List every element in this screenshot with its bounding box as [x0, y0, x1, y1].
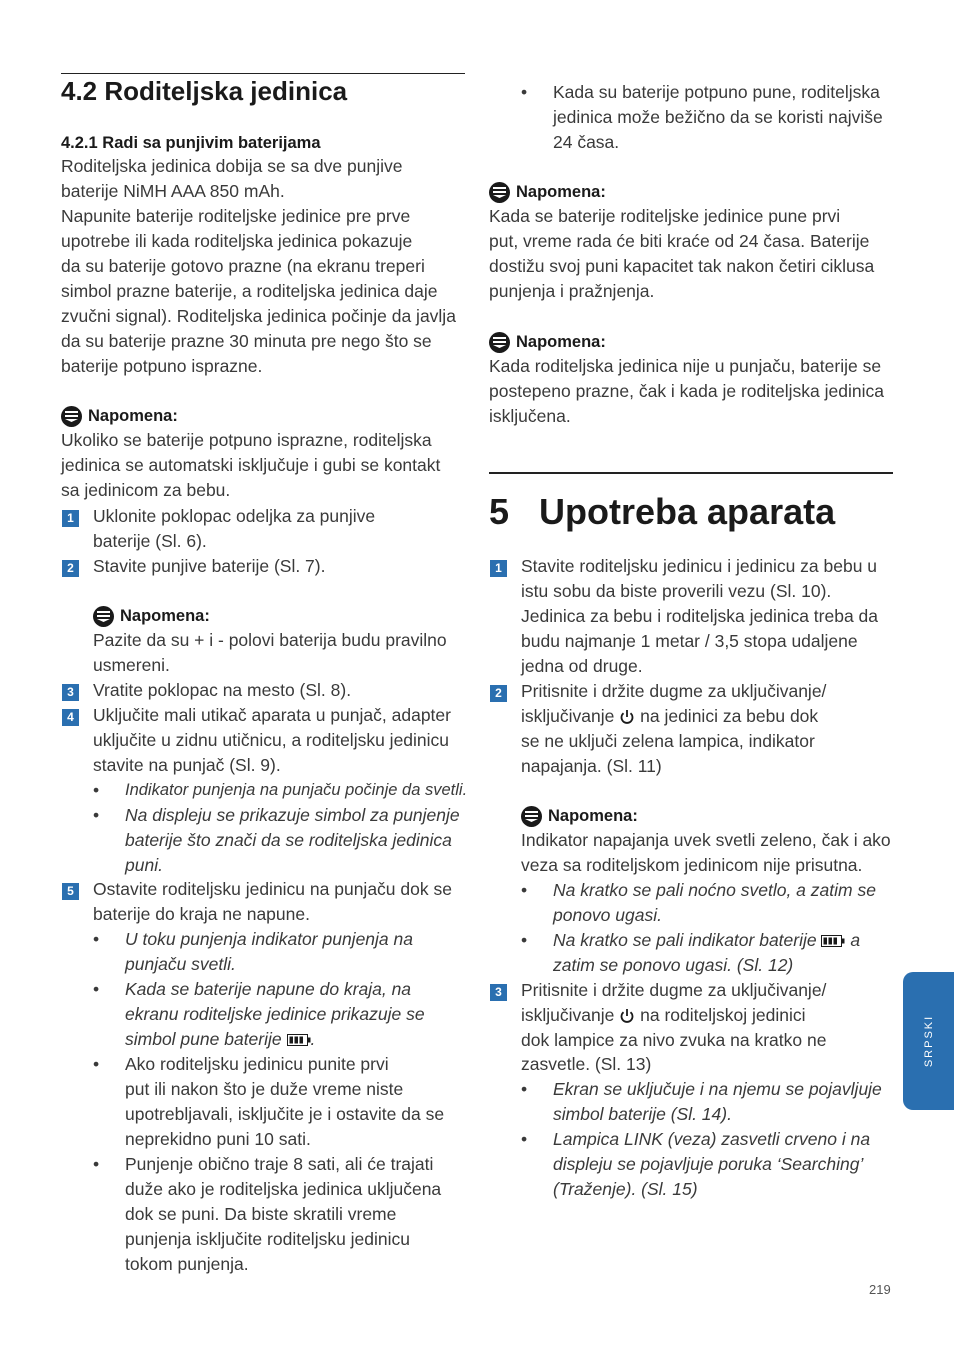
bullet-text: dok se puni. Da biste skratili vreme [125, 1204, 397, 1224]
step-number: 4 [62, 709, 79, 726]
step-text: Stavite punjive baterije (Sl. 7). [93, 556, 326, 576]
bullet-text: baterije što znači da se roditeljska jedinica [125, 830, 452, 850]
bullet-text: simbol baterije (Sl. 14). [553, 1104, 732, 1124]
intro-line: Roditeljska jedinica dobija se sa dve punjive [61, 156, 403, 176]
bullet-text: displeju se pojavljuje poruka ‘Searching’ [553, 1154, 864, 1174]
bullet-text: Na kratko se pali noćno svetlo, a zatim se [553, 880, 876, 900]
bullet: • [93, 929, 100, 949]
step-text: Uključite mali utikač aparata u punjač, adapter [93, 705, 451, 725]
bullet: • [521, 880, 528, 900]
note-label: Napomena: [548, 807, 638, 825]
bullet-text: Kada su baterije potpuno pune, roditeljska [553, 82, 880, 102]
note-line: dostižu svoj puni kapacitet tak nakon četiri ciklusa [489, 256, 875, 276]
note-line: isključena. [489, 406, 571, 426]
bullet-text: jedinica može bežično da se koristi najviše [553, 107, 883, 127]
bullet-text: (Traženje). (Sl. 15) [553, 1179, 698, 1199]
bullet-text: Na kratko se pali indikator baterije [553, 930, 817, 950]
note-heading [521, 805, 638, 827]
note-heading [61, 405, 178, 427]
bullet-text: Lampica LINK (veza) zasvetli crveno i na [553, 1129, 871, 1149]
bullet-text: simbol pune baterije [125, 1029, 282, 1049]
step-text: se ne uključi zelena lampica, indikator [521, 731, 815, 751]
bullet-text: ponovo ugasi. [553, 905, 662, 925]
note-icon [521, 806, 542, 827]
intro-line: baterije potpuno isprazne. [61, 356, 263, 376]
bullet: • [93, 979, 100, 999]
bullet: • [93, 780, 100, 800]
step-number: 1 [490, 560, 507, 577]
intro-line: zvučni signal). Roditeljska jedinica počinje da javlja [61, 306, 456, 326]
step-text: budu najmanje 1 metar / 3,5 stopa udaljene [521, 631, 858, 651]
note-line: usmereni. [93, 655, 170, 675]
bullet: • [521, 82, 528, 102]
step-text: zasvetle. (Sl. 13) [521, 1054, 652, 1074]
bullet: • [93, 1154, 100, 1174]
bullet-text: Ako roditeljsku jedinicu punite prvi [125, 1054, 389, 1074]
step-text: isključivanje [521, 706, 615, 726]
step-text: na roditeljskoj jedinici [640, 1005, 806, 1025]
note-line: punjenja i pražnjenja. [489, 281, 655, 301]
note-icon [489, 182, 510, 203]
intro-line: da su baterije prazne 30 minuta pre nego što se [61, 331, 432, 351]
note-line: sa jedinicom za bebu. [61, 480, 231, 500]
step-number: 2 [490, 685, 507, 702]
note-line: jedinica se automatski isključuje i gubi se kontakt [61, 455, 441, 475]
bullet-text: Kada se baterije napune do kraja, na [125, 979, 412, 999]
note-label: Napomena: [516, 333, 606, 351]
note-icon [61, 406, 82, 427]
note-label: Napomena: [516, 183, 606, 201]
section-title: 4.2 Roditeljska jedinica [61, 76, 348, 106]
note-heading [489, 331, 606, 353]
note-heading [489, 181, 606, 203]
language-tab-label: SRPSKI [922, 1014, 935, 1068]
step-text: jedna od druge. [521, 656, 643, 676]
bullet-text: puni. [125, 855, 163, 875]
step-text: istu sobu da biste proverili vezu (Sl. 10). [521, 581, 832, 601]
note-line: put, vreme rada će biti kraće od 24 časa. Baterije [489, 231, 870, 251]
intro-line: Napunite baterije roditeljske jedinice pre prve [61, 206, 411, 226]
bullet-text: Indikator punjenja na punjaču počinje da svetli. [125, 781, 468, 799]
power-icon [619, 709, 635, 725]
bullet-text: duže ako je roditeljska jedinica uključena [125, 1179, 442, 1199]
note-label: Napomena: [120, 607, 210, 625]
chapter-top-rule [489, 472, 893, 474]
step-text-with-icon [521, 704, 818, 729]
step-text: na jedinici za bebu dok [640, 706, 819, 726]
step-text: stavite na punjač (Sl. 9). [93, 755, 281, 775]
step-text: Vratite poklopac na mesto (Sl. 8). [93, 680, 352, 700]
subsection-title: 4.2.1 Radi sa punjivim baterijama [61, 134, 321, 152]
bullet-text: Na displeju se prikazuje simbol za punjenje [125, 805, 460, 825]
note-line: Pazite da su + i - polovi baterija budu pravilno [93, 630, 447, 650]
bullet-text: Punjenje obično traje 8 sati, ali će trajati [125, 1154, 434, 1174]
bullet-text-with-icon [553, 928, 860, 953]
step-number: 3 [62, 684, 79, 701]
step-text: Pritisnite i držite dugme za uključivanje/ [521, 980, 827, 1000]
note-icon [489, 332, 510, 353]
step-text: Pritisnite i držite dugme za uključivanje/ [521, 681, 827, 701]
bullet-text: zatim se ponovo ugasi. (Sl. 12) [553, 955, 794, 975]
step-text-with-icon [521, 1003, 806, 1028]
bullet-text: punjenja isključite roditeljsku jedinicu [125, 1229, 411, 1249]
language-tab [903, 972, 954, 1110]
bullet: • [521, 930, 528, 950]
step-text: Uklonite poklopac odeljka za punjive [93, 506, 376, 526]
bullet-text: punjaču svetli. [125, 954, 236, 974]
intro-line: upotrebe ili kada roditeljska jedinica pokazuje [61, 231, 413, 251]
note-line: veza sa roditeljskom jedinicom nije prisutna. [521, 855, 863, 875]
step-text: Stavite roditeljsku jedinicu i jedinicu za bebu u [521, 556, 878, 576]
note-line: Indikator napajanja uvek svetli zeleno, čak i ako [521, 830, 891, 850]
battery-icon [821, 935, 845, 947]
bullet-text: Ekran se uključuje i na njemu se pojavljuje [553, 1079, 882, 1099]
page-number: 219 [869, 1282, 891, 1297]
note-label: Napomena: [88, 407, 178, 425]
intro-line: baterije NiMH AAA 850 mAh. [61, 181, 285, 201]
intro-line: simbol prazne baterije, a roditeljska jedinica daje [61, 281, 438, 301]
bullet: • [93, 805, 100, 825]
bullet-text: tokom punjenja. [125, 1254, 249, 1274]
bullet: • [521, 1079, 528, 1099]
step-number: 2 [62, 560, 79, 577]
step-text: dok lampice za nivo zvuka na kratko ne [521, 1030, 827, 1050]
step-text: Jedinica za bebu i roditeljska jedinica treba da [521, 606, 879, 626]
bullet-text-with-icon: simbol pune baterije . [125, 1029, 316, 1049]
battery-icon [287, 1034, 311, 1046]
section-top-rule [61, 73, 465, 74]
bullet: • [93, 1054, 100, 1074]
note-line: postepeno prazne, čak i kada je roditeljska jedinica [489, 381, 884, 401]
bullet: • [521, 1129, 528, 1149]
step-text: baterije do kraja ne napune. [93, 904, 310, 924]
step-number: 5 [62, 883, 79, 900]
note-heading [93, 605, 210, 627]
bullet-text: neprekidno puni 10 sati. [125, 1129, 311, 1149]
intro-line: da su baterije gotovo prazne (na ekranu treperi [61, 256, 425, 276]
bullet-text: upotrebljavali, isključite je i ostavite da se [125, 1104, 445, 1124]
step-number: 1 [62, 510, 79, 527]
step-text: isključivanje [521, 1005, 615, 1025]
step-text: baterije (Sl. 6). [93, 531, 207, 551]
note-line: Kada roditeljska jedinica nije u punjaču, baterije se [489, 356, 882, 376]
bullet-text: 24 časa. [553, 132, 620, 152]
bullet-text: U toku punjenja indikator punjenja na [125, 929, 413, 949]
note-line: Kada se baterije roditeljske jedinice pune prvi [489, 206, 841, 226]
step-text: napajanja. (Sl. 11) [521, 756, 662, 776]
step-number: 3 [490, 984, 507, 1001]
bullet-text: ekranu roditeljske jedinice prikazuje se [125, 1004, 425, 1024]
chapter-title: 5 Upotreba aparata [489, 491, 836, 532]
bullet-text: put ili nakon što je duže vreme niste [125, 1079, 404, 1099]
step-text: Ostavite roditeljsku jedinicu na punjaču dok se [93, 879, 452, 899]
note-icon [93, 606, 114, 627]
bullet-text: a [850, 930, 861, 950]
power-icon [619, 1008, 635, 1024]
note-line: Ukoliko se baterije potpuno isprazne, roditeljska [61, 430, 432, 450]
step-text: uključite u zidnu utičnicu, a roditeljsku jedinicu [93, 730, 450, 750]
